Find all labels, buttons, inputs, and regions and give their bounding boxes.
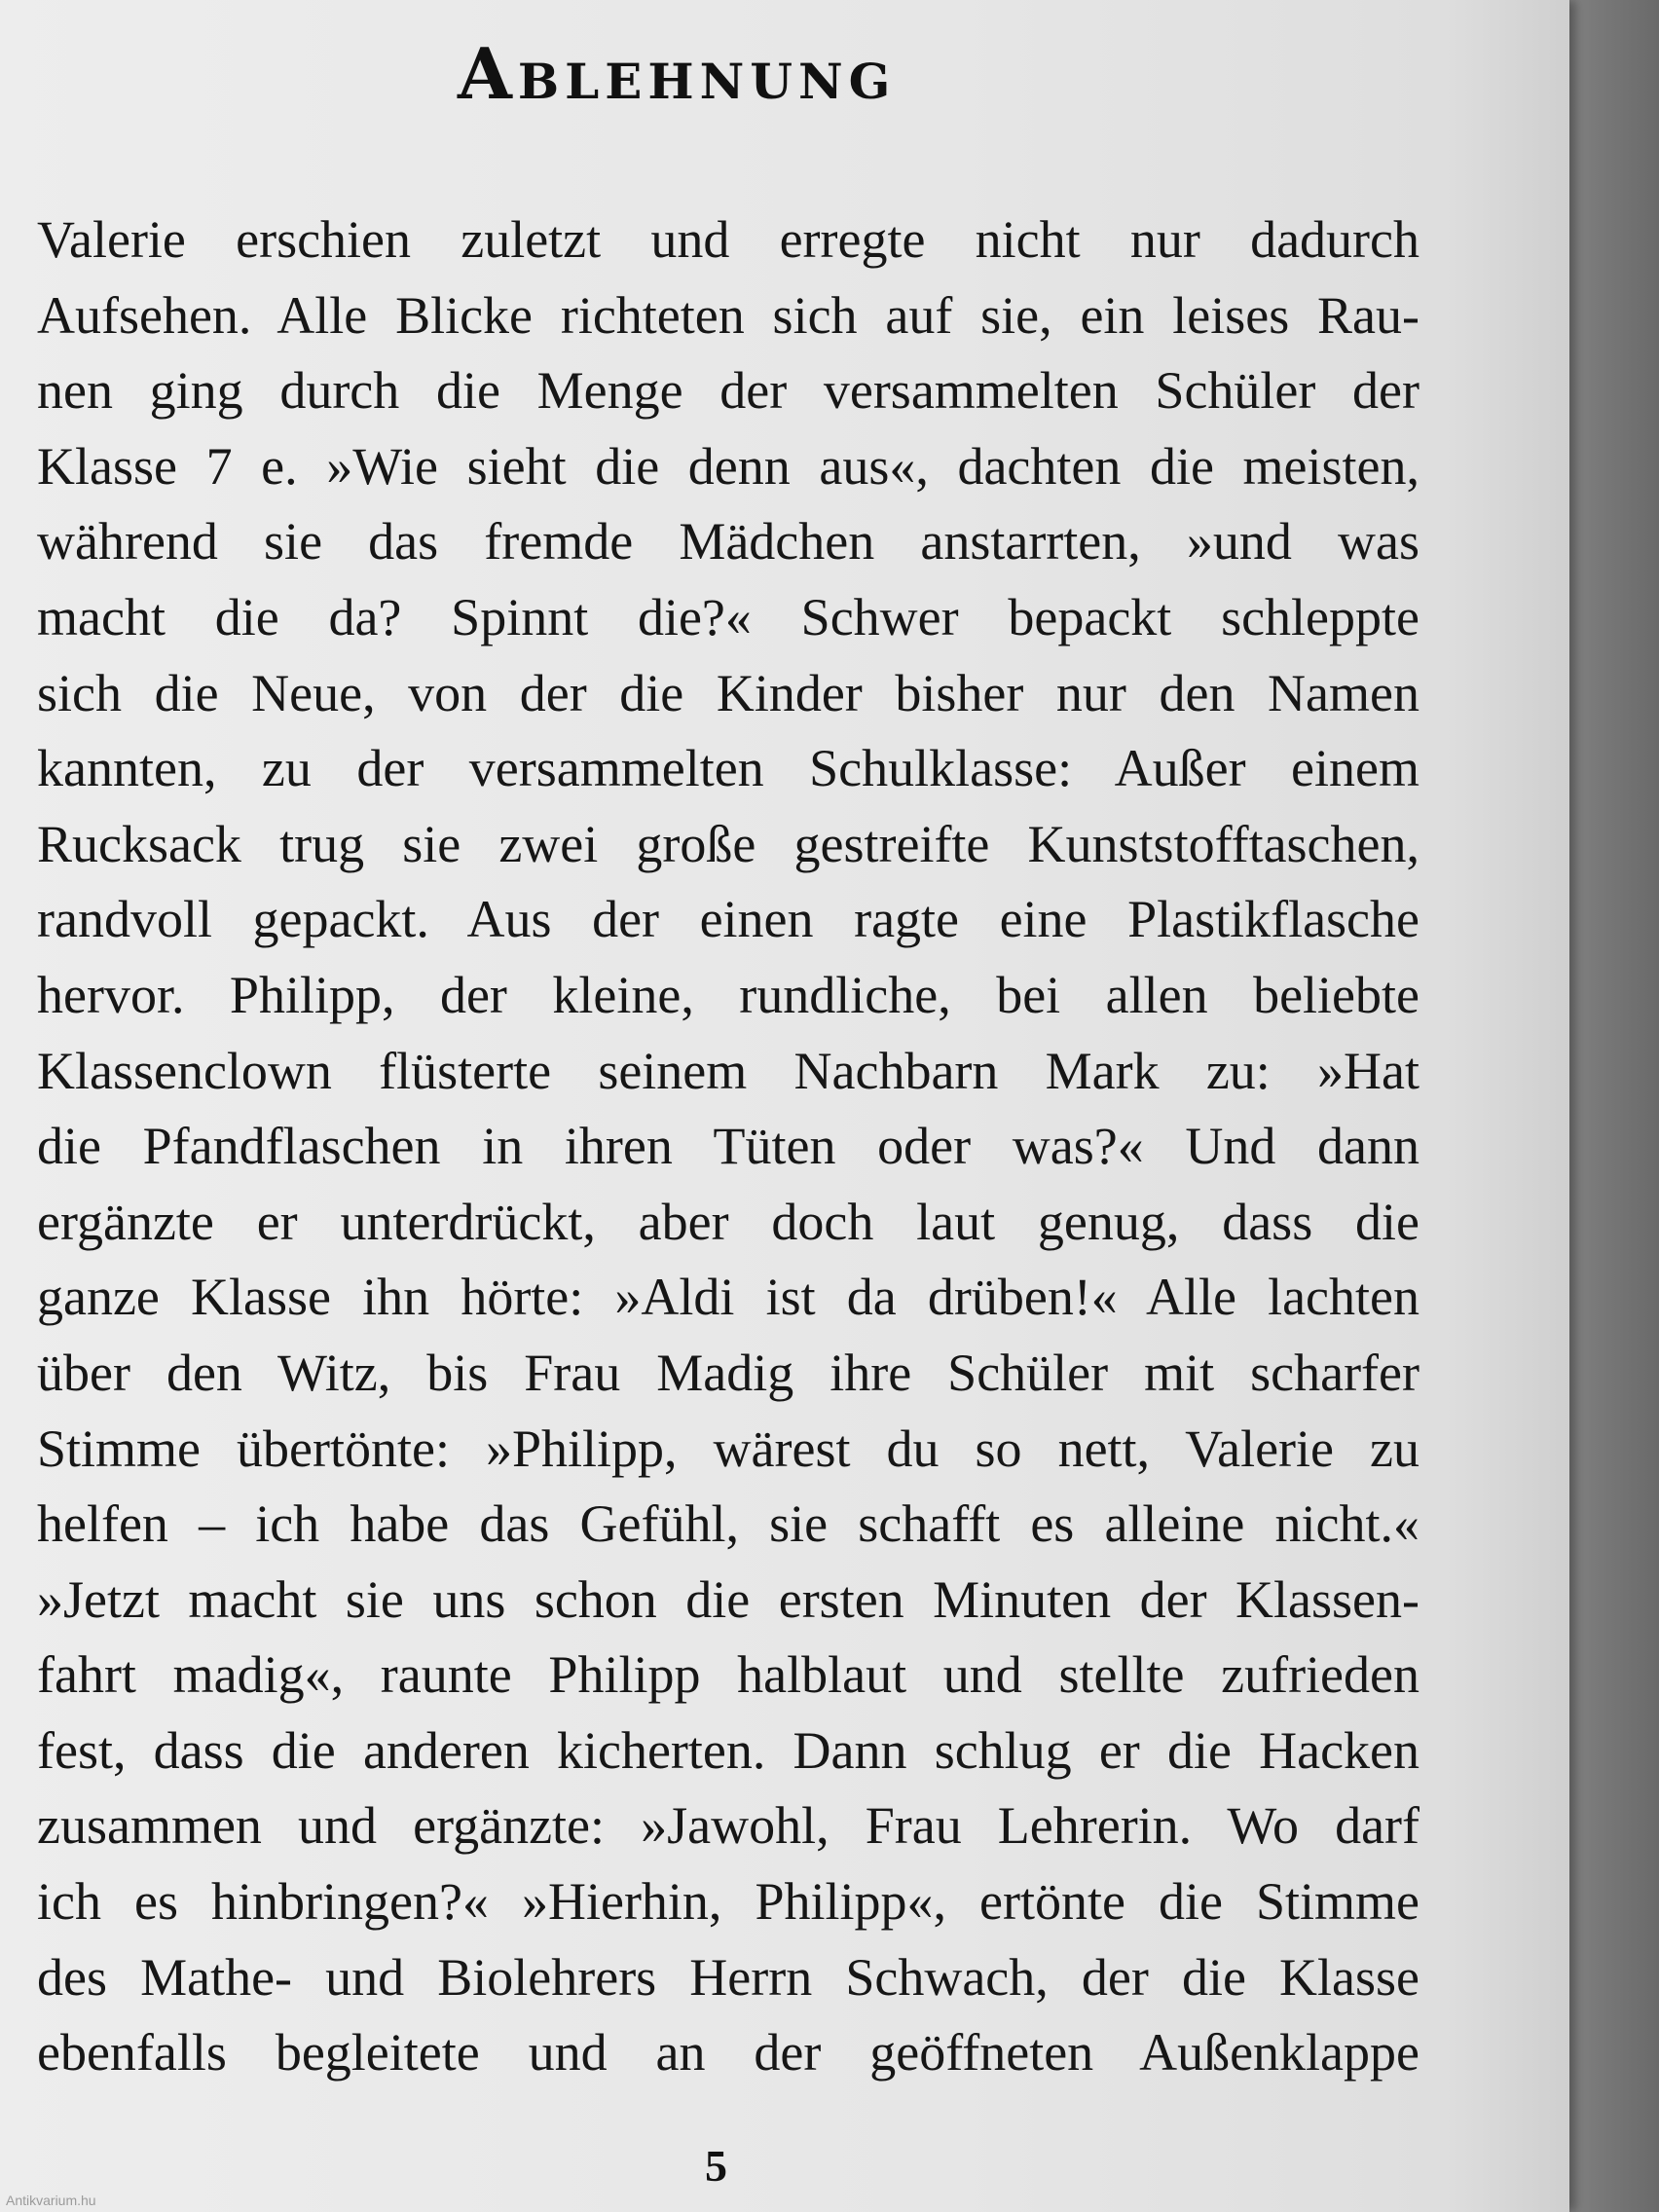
text-line: ganze Klasse ihn hörte: »Aldi ist da drüben!« Alle lachten [37,1268,1419,1327]
text-line: »Jetzt macht sie uns schon die ersten Minuten der Klassen- [37,1569,1419,1629]
text-line: zusammen und ergänzte: »Jawohl, Frau Lehrerin. Wo darf [37,1796,1419,1856]
text-line: hervor. Philipp, der kleine, rundliche, bei allen beliebte [37,965,1419,1024]
text-line: während sie das fremde Mädchen anstarrten, »und was [37,512,1419,571]
text-line: nen ging durch die Menge der versammelten Schüler der [37,361,1419,421]
text-line: sich die Neue, von der die Kinder bisher nur den Namen [37,663,1419,722]
text-line: randvoll gepackt. Aus der einen ragte eine Plastikflasche [37,890,1419,949]
text-line: Klassenclown flüsterte seinem Nachbarn Mark zu: »Hat [37,1041,1419,1100]
text-line: Valerie erschien zuletzt und erregte nicht nur dadurch [37,210,1419,269]
text-line: helfen – ich habe das Gefühl, sie schafft es alleine nicht.« [37,1494,1419,1554]
body-text [37,203,1419,2091]
text-line: kannten, zu der versammelten Schulklasse: Außer einem [37,739,1419,798]
text-line: über den Witz, bis Frau Madig ihre Schüler mit scharfer [37,1343,1419,1402]
text-line: Aufsehen. Alle Blicke richteten sich auf sie, ein leises Rau- [37,285,1419,345]
text-line: die Pfandflaschen in ihren Tüten oder was?« Und dann [37,1117,1419,1176]
text-line: ich es hinbringen?« »Hierhin, Philipp«, ertönte die Stimme [37,1872,1419,1932]
text-line: Rucksack trug sie zwei große gestreifte Kunststofftaschen, [37,814,1419,873]
text-line: ebenfalls begleitete und an der geöffneten Außenklappe [37,2023,1419,2083]
text-line: fahrt madig«, raunte Philipp halblaut und stellte zufrieden [37,1645,1419,1705]
text-line: Stimme übertönte: »Philipp, wärest du so nett, Valerie zu [37,1419,1419,1478]
chapter-title: Ablehnung [458,32,897,115]
text-line: macht die da? Spinnt die?« Schwer bepackt schleppte [37,587,1419,646]
watermark: Antikvarium.hu [6,2193,96,2208]
text-line: ergänzte er unterdrückt, aber doch laut genug, dass die [37,1192,1419,1251]
page-number: 5 [705,2141,727,2191]
text-line: fest, dass die anderen kicherten. Dann schlug er die Hacken [37,1720,1419,1780]
text-line: Klasse 7 e. »Wie sieht die denn aus«, dachten die meisten, [37,436,1419,496]
text-line: des Mathe- und Biolehrers Herrn Schwach, der die Klasse [37,1947,1419,2007]
